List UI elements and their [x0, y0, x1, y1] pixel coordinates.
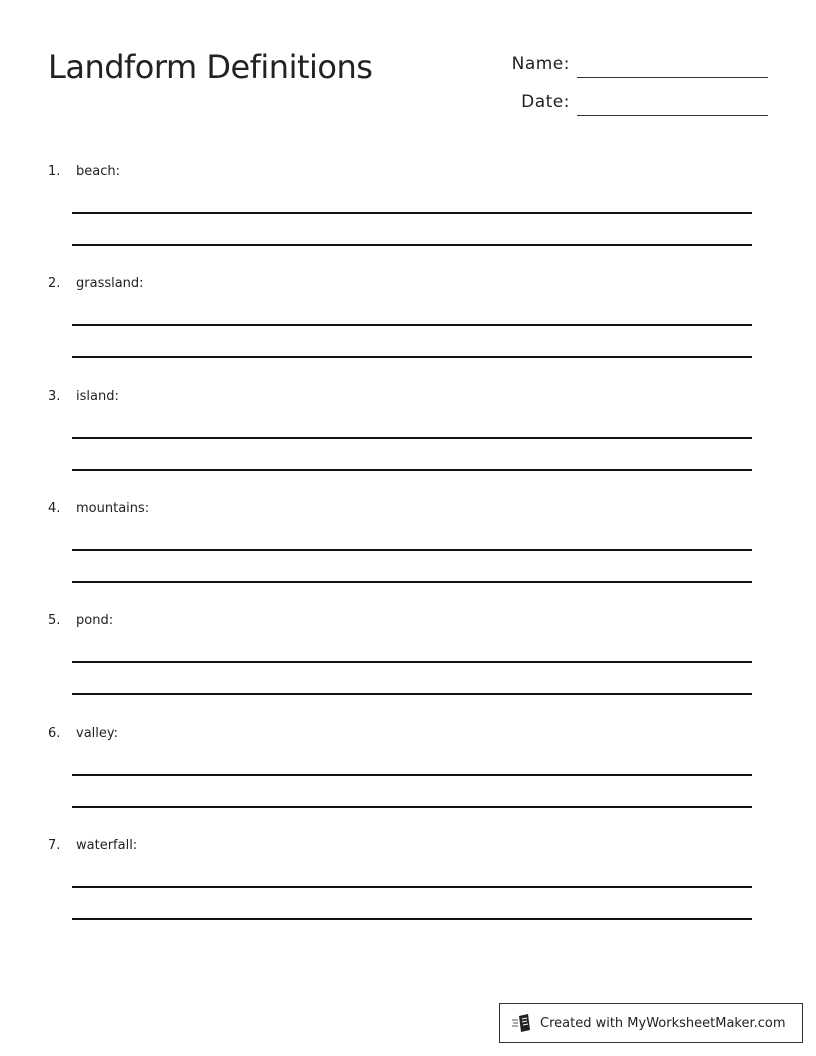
question-item: [48, 164, 758, 264]
question-item: [48, 276, 758, 376]
question-term: waterfall:: [76, 837, 138, 853]
question-number: 4.: [48, 500, 61, 516]
question-number: 3.: [48, 388, 61, 404]
question-number: 7.: [48, 837, 61, 853]
date-label: Date:: [521, 92, 570, 112]
question-number: 1.: [48, 164, 61, 179]
name-field[interactable]: [480, 48, 770, 78]
answer-line[interactable]: [72, 693, 752, 695]
question-item: [48, 389, 758, 489]
answer-line[interactable]: [72, 581, 752, 583]
question-number: 5.: [48, 613, 61, 629]
answer-line[interactable]: [72, 437, 752, 439]
name-label: Name:: [511, 54, 570, 74]
answer-line[interactable]: [72, 774, 752, 776]
question-term: mountains:: [76, 500, 150, 516]
worksheet-maker-logo-icon: [512, 1013, 532, 1033]
question-item: [48, 613, 758, 713]
answer-line[interactable]: [72, 212, 752, 214]
answer-line[interactable]: [72, 324, 752, 326]
question-term: valley:: [76, 725, 119, 741]
answer-line[interactable]: [72, 356, 752, 358]
answer-line[interactable]: [72, 886, 752, 888]
question-item: [48, 501, 758, 601]
page-title: Landform Definitions: [48, 48, 373, 86]
answer-line[interactable]: [72, 549, 752, 551]
question-item: [48, 838, 758, 938]
footer-text: Created with MyWorksheetMaker.com: [540, 1015, 786, 1031]
answer-line[interactable]: [72, 469, 752, 471]
answer-line[interactable]: [72, 806, 752, 808]
question-term: beach:: [76, 164, 120, 179]
answer-line[interactable]: [72, 244, 752, 246]
name-line[interactable]: [577, 77, 768, 78]
question-item: [48, 726, 758, 826]
question-term: pond:: [76, 613, 114, 629]
question-number: 2.: [48, 276, 61, 292]
date-field[interactable]: [480, 86, 770, 116]
answer-line[interactable]: [72, 918, 752, 920]
question-term: island:: [76, 388, 119, 404]
answer-line[interactable]: [72, 661, 752, 663]
footer-badge: [499, 1003, 803, 1043]
question-number: 6.: [48, 725, 61, 741]
date-line[interactable]: [577, 115, 768, 116]
question-term: grassland:: [76, 276, 144, 292]
